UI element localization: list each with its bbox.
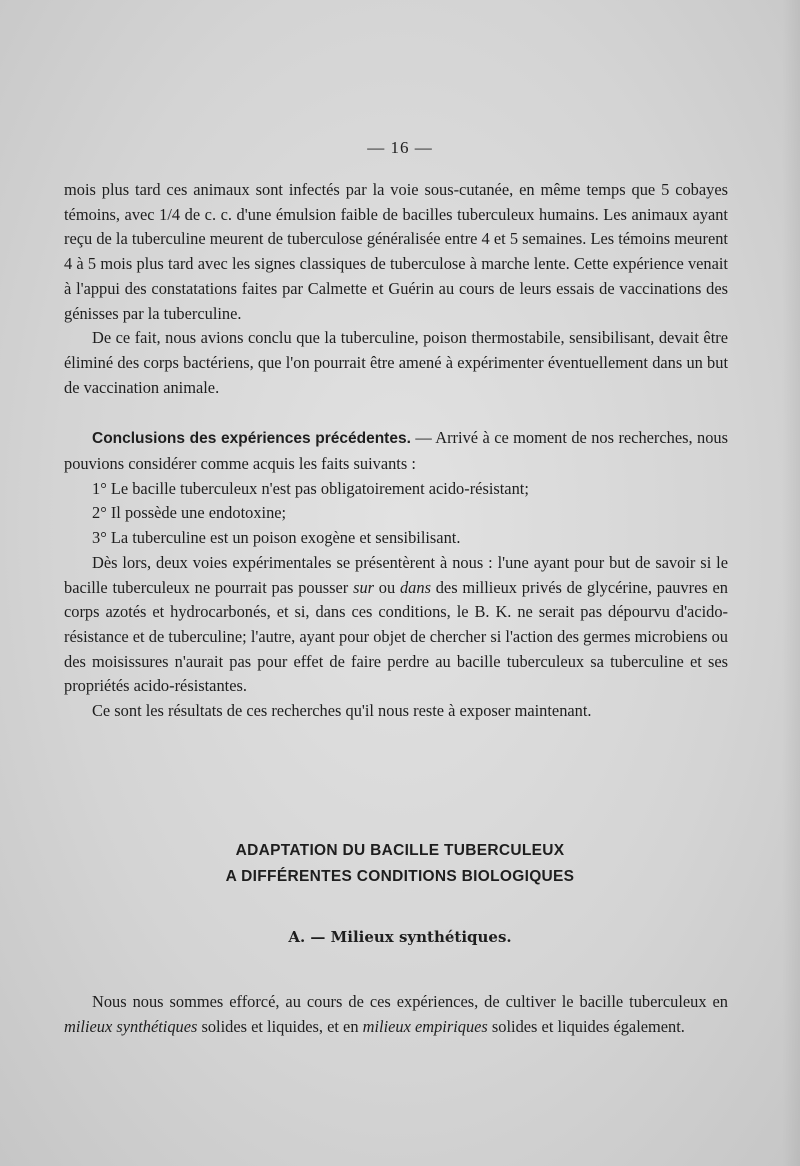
- paragraph-4-part-b: ou: [374, 577, 400, 597]
- paragraph-1: mois plus tard ces animaux sont infectés par la voie sous-cutanée, en même temps que 5 cobayes témoins, avec 1/4 de c. c. d'une émulsion faible de bacilles tuberculeux humains. Les animaux ayant reçu de la tuberculine meurent de tuberculose généralisée entre 4 et 5 semaines. Les témoins meurent 4 à 5 mois plus tard avec les signes classiques de tuberculose à marche lente. Cette expérience venait à l'appui des constatations faites par Calmette et Guérin au cours de leurs essais de vaccinations des génisses par la tuberculine.: [64, 180, 728, 323]
- section-heading-line-1: ADAPTATION DU BACILLE TUBERCULEUX: [235, 842, 565, 859]
- final-paragraph-italic-2: milieux empiriques: [362, 1016, 488, 1036]
- paragraph-4: [64, 551, 728, 699]
- final-paragraph-part-a: Nous nous sommes efforcé, au cours de ces expériences, de cultiver le bacille tuberculeux en: [92, 992, 728, 1011]
- final-paragraph: [64, 990, 728, 1039]
- final-paragraph-italic-1: milieux synthétiques: [64, 1016, 198, 1036]
- paragraph-4-italic-dans: dans: [399, 577, 431, 597]
- paragraph-conclusions: [64, 426, 728, 476]
- list-item-2: 2° Il possède une endotoxine;: [92, 503, 287, 523]
- list-item-3: 3° La tuberculine est un poison exogène et sensibilisant.: [92, 528, 461, 548]
- body-text-upper: [64, 178, 728, 724]
- paragraph-4-part-c: des millieux privés de glycérine, pauvres en corps azotés et hydrocarbonés, et si, dans ces conditions, le B. K. ne serait pas dépourvu d'acido-résistance et de tuberculine; l'autre, ayant pour objet de chercher si l'action des germes microbiens ou des moisissures n'aurait pas pour effet de faire perdre au bacille tuberculeux sa tuberculine et ses propriétés acido-résistantes.: [64, 577, 728, 696]
- paragraph-2: De ce fait, nous avions conclu que la tuberculine, poison thermostabile, sensibilisant, devait être éliminé des corps bactériens, que l'on pourrait être amené à expérimenter éventuellement dans un but de vaccination animale.: [64, 328, 728, 397]
- subheading: A. — Milieux synthétiques.: [288, 928, 512, 946]
- conclusions-text: — Arrivé à ce moment de nos recherches, nous pouvions considérer comme acquis les faits suivants :: [64, 428, 728, 474]
- paragraph-4-italic-sur: sur: [353, 577, 375, 597]
- page-number: — 16 —: [367, 138, 433, 157]
- body-text-lower: [64, 990, 728, 1039]
- conclusions-lead: Conclusions des expériences précédentes.: [92, 430, 411, 448]
- paragraph-4-part-a: Dès lors, deux voies expérimentales se présentèrent à nous : l'une ayant pour but de savoir si le bacille tuberculeux ne pourrait pas pousser: [64, 552, 728, 597]
- page-edge-shadow: [782, 0, 800, 1166]
- final-paragraph-part-b: solides et liquides, et en: [197, 1016, 363, 1036]
- paragraph-5: Ce sont les résultats de ces recherches qu'il nous reste à exposer maintenant.: [92, 701, 592, 721]
- list-item-1: 1° Le bacille tuberculeux n'est pas obligatoirement acido-résistant;: [92, 478, 529, 498]
- section-heading-line-2: A DIFFÉRENTES CONDITIONS BIOLOGIQUES: [225, 868, 575, 885]
- section-heading: [0, 838, 800, 890]
- final-paragraph-part-c: solides et liquides également.: [487, 1016, 685, 1036]
